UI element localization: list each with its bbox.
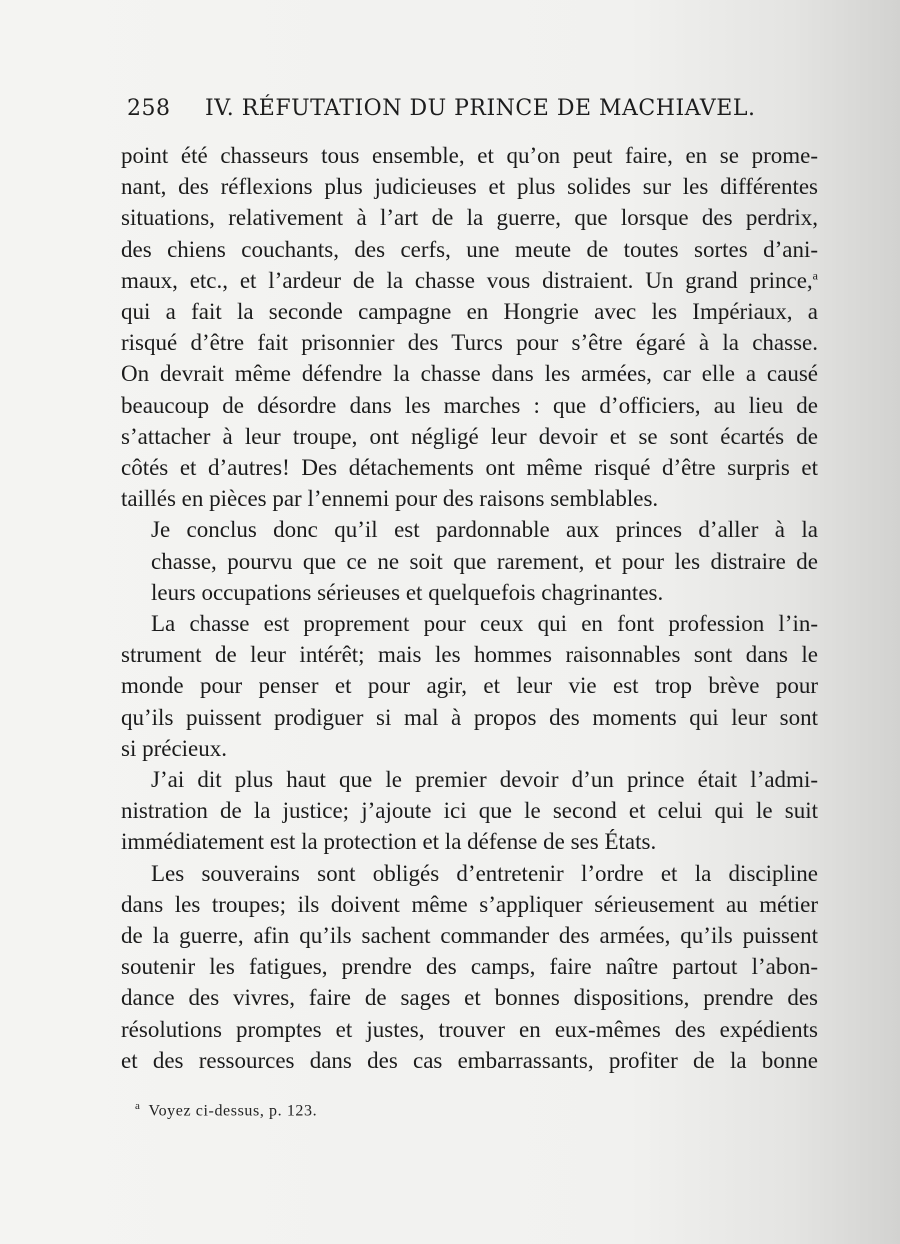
text-line: beaucoup de désordre dans les marches : que d’officiers, au lieu de [121,392,818,418]
text-line: et des ressources dans des cas embarrassants, profiter de la bonne [121,1047,818,1073]
running-header [127,96,757,121]
text-line: immédiatement est la protection et la défense de ses États. [121,829,657,855]
footnote-mark: a [135,1100,141,1112]
paragraph-1 [121,140,818,514]
text-line: Je conclus donc qu’il est pardonnable aux princes d’aller à la [151,517,818,543]
paragraph-5 [121,858,818,1076]
text-line: leurs occupations sérieuses et quelquefois chagrinantes. [151,579,664,605]
text-line: de la guerre, afin qu’ils sachent commander des armées, qu’ils puissent [121,923,818,949]
text-line: s’attacher à leur troupe, ont négligé leur devoir et se sont écartés de [121,423,818,449]
text-line: J’ai dit plus haut que le premier devoir d’un prince était l’admi- [151,767,818,793]
paragraph-3 [121,608,818,764]
text-line: soutenir les fatigues, prendre des camps, faire naître partout l’abon- [121,954,818,980]
page-number: 258 [127,96,171,121]
text-line: qu’ils puissent prodiguer si mal à propos des moments qui leur sont [121,704,818,730]
text-line: si précieux. [121,735,228,761]
text-line: résolutions promptes et justes, trouver en eux-mêmes des expédients [121,1016,818,1042]
text-line: taillés en pièces par l’ennemi pour des raisons semblables. [121,486,659,512]
text-line: chasse, pourvu que ce ne soit que rarement, et pour les distraire de [151,548,818,574]
text-line-content: maux, etc., et l’ardeur de la chasse vous distraient. Un grand prince, [121,267,813,293]
text-line: risqué d’être fait prisonnier des Turcs pour s’être égaré à la chasse. [121,330,818,356]
text-line: côtés et d’autres! Des détachements ont même risqué d’être surpris et [121,455,818,481]
text-line: La chasse est proprement pour ceux qui en font profession l’in- [151,611,818,637]
text-line: strument de leur intérêt; mais les hommes raisonnables sont dans le [121,642,818,668]
text-line: situations, relativement à l’art de la guerre, que lorsque des perdrix, [121,205,818,231]
text-line: nistration de la justice; j’ajoute ici que le second et celui qui le suit [121,798,818,824]
text-line: monde pour penser et pour agir, et leur vie est trop brève pour [121,673,818,699]
text-line: Les souverains sont obligés d’entretenir l’ordre et la discipline [151,860,818,886]
footnote-text: Voyez ci-dessus, p. 123. [148,1102,318,1120]
body-text [121,140,818,1076]
text-line: des chiens couchants, des cerfs, une meute de toutes sortes d’ani- [121,236,818,262]
paragraph-4 [121,764,818,858]
text-line: qui a fait la seconde campagne en Hongrie avec les Impériaux, a [121,299,818,325]
text-line [121,265,818,296]
text-line: dance des vivres, faire de sages et bonnes dispositions, prendre des [121,985,818,1011]
text-line: On devrait même défendre la chasse dans les armées, car elle a causé [121,361,818,387]
text-line: nant, des réflexions plus judicieuses et plus solides sur les différentes [121,174,818,200]
text-line: point été chasseurs tous ensemble, et qu’on peut faire, en se prome- [121,143,818,168]
footnote [135,1100,317,1120]
running-title: IV. RÉFUTATION DU PRINCE DE MACHIAVEL. [205,96,756,121]
footnote-reference: a [812,268,818,283]
text-line: dans les troupes; ils doivent même s’appliquer sérieusement au métier [121,891,818,917]
paragraph-2 [121,514,818,608]
